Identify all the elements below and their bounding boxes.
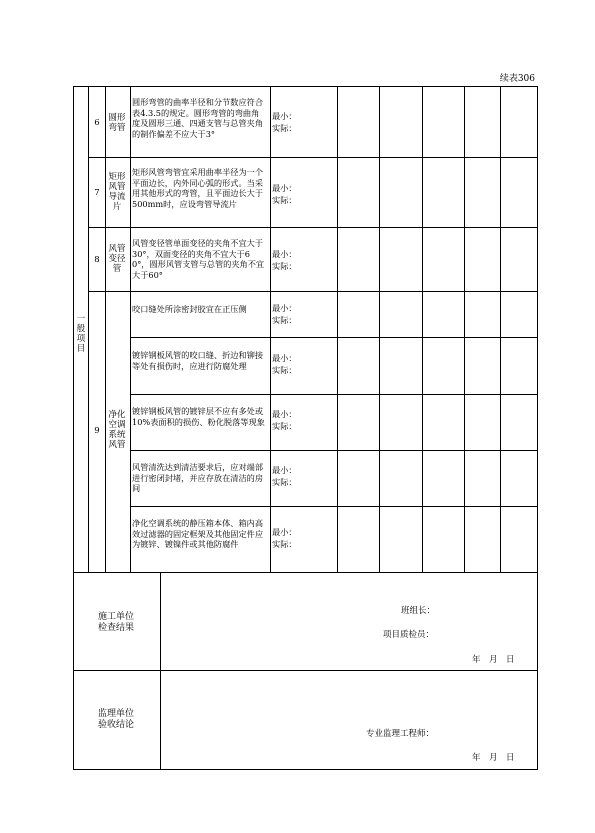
- team-leader-label: 班组长：: [401, 606, 436, 616]
- actual-label: 实际：: [272, 261, 297, 271]
- min-label: 最小：: [272, 527, 297, 537]
- min-label: 最小：: [272, 183, 297, 193]
- min-label: 最小：: [272, 111, 297, 121]
- category-label: 一般项目: [76, 314, 86, 354]
- min-label: 最小：: [272, 249, 297, 259]
- actual-label: 实际：: [272, 195, 297, 205]
- sub-requirement: 咬口缝处所涂密封胶宜在正压侧: [132, 304, 247, 314]
- row-item-name: 风管变径管: [108, 244, 126, 274]
- sub-requirement: 风管清洗达到清洁要求后，应对端部进行密闭封堵，并应存放在清洁的房间: [132, 462, 264, 494]
- row-number: 7: [94, 188, 100, 198]
- row-requirement: 风管变径管单面变径的夹角不宜大于30°，双面变径的夹角不宜大于60°，圆形风管支管与总管的夹角不宜大于60°: [132, 238, 265, 280]
- row-item-name: 净化空调系统风管: [108, 410, 126, 450]
- engineer-label: 专业监理工程师：: [366, 729, 435, 739]
- supervision-date: 年 月 日: [472, 753, 515, 763]
- actual-label: 实际：: [272, 123, 297, 133]
- actual-label: 实际：: [272, 539, 297, 549]
- construction-date: 年 月 日: [472, 655, 515, 665]
- row-number: 9: [94, 426, 100, 436]
- row-number: 8: [94, 255, 100, 265]
- continuation-label: 续表306: [499, 74, 535, 84]
- actual-label: 实际：: [272, 421, 297, 431]
- sub-requirement: 净化空调系统的静压箱本体、箱内高效过滤器的固定框架及其他固定件应为镀锌、镀镍件或其他防腐件: [132, 518, 264, 550]
- min-label: 最小：: [272, 303, 297, 313]
- actual-label: 实际：: [272, 315, 297, 325]
- min-label: 最小：: [272, 353, 297, 363]
- sub-requirement: 镀锌钢板风管的镀锌层不应有多处或10%表面积的损伤、粉化脱落等现象: [132, 406, 265, 427]
- min-label: 最小：: [272, 409, 297, 419]
- row-requirement: 矩形风管弯管宜采用曲率半径为一个平面边长，内外同心弧的形式。当采用其他形式的弯管，且平面边长大于500mm时，应设弯管导流片: [132, 167, 264, 209]
- row-number: 6: [94, 118, 100, 128]
- min-label: 最小：: [272, 465, 297, 475]
- row-requirement: 圆形弯管的曲率半径和分节数应符合表4.3.5的规定。圆形弯管的弯曲角度及圆形三通、四通支管与总管夹角的制作偏差不应大于3°: [132, 97, 264, 139]
- row-item-name: 圆形弯管: [108, 113, 126, 133]
- construction-label: 施工单位检查结果: [97, 612, 134, 633]
- inspector-label: 项目质检员：: [383, 630, 435, 640]
- sub-requirement: 镀锌钢板风管的咬口缝、折边和铆接等处有损伤时，应进行防腐处理: [132, 350, 264, 371]
- supervision-label: 监理单位验收结论: [97, 709, 134, 730]
- actual-label: 实际：: [272, 477, 297, 487]
- actual-label: 实际：: [272, 365, 297, 375]
- row-item-name: 矩形风管导流片: [108, 172, 126, 212]
